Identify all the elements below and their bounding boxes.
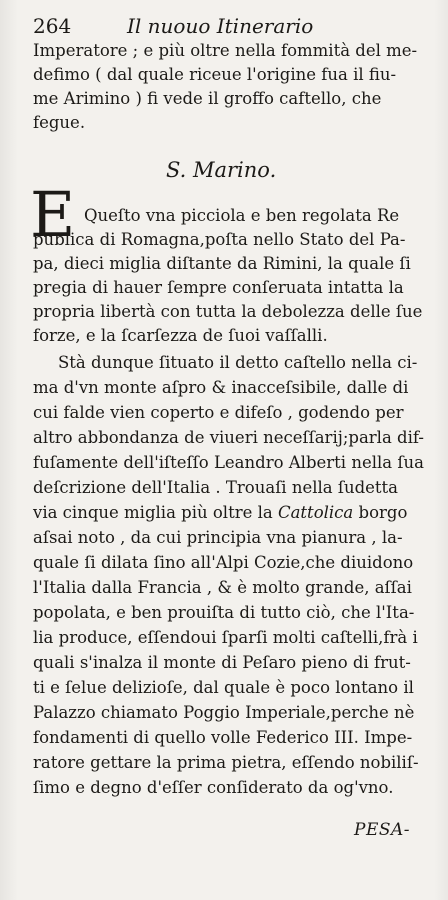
place-name-cattolica: Cattolica xyxy=(277,503,354,522)
text-line: pregia di hauer ſempre conſeruata intatta la xyxy=(33,278,404,297)
text-line: Stà dunque ſituato il detto caſtello nella ci- xyxy=(58,353,418,372)
drop-cap: E xyxy=(30,178,76,251)
text-line: pa, dieci miglia diſtante da Rimini, la quale ſi xyxy=(33,254,411,273)
text-line: altro abbondanza de viueri neceſſarij;parla dif- xyxy=(33,428,424,447)
text-line: me Arimino ) fi vede il groffo caftello, che xyxy=(33,89,382,108)
text-line-with-italic: via cinque miglia più oltre la Cattolica borgo xyxy=(33,503,408,522)
text-line: defimo ( dal quale riceue l'origine fua il fiu- xyxy=(33,65,397,84)
text-line: propria libertà con tutta la debolezza delle ſue xyxy=(33,302,423,321)
text-line: fuſamente dell'iſteſſo Leandro Alberti nella ſua xyxy=(33,453,424,472)
catchword: PESA- xyxy=(354,820,411,840)
text-line: quali s'inalza il monte di Peſaro pieno di frut- xyxy=(33,653,411,672)
page-number: 264 xyxy=(33,14,72,38)
text-line: popolata, e ben prouiſta di tutto ciò, che l'Ita- xyxy=(33,603,415,622)
text-line: ma d'vn monte aſpro & inacceſsibile, dalle di xyxy=(33,378,409,397)
running-title: Il nuouo Itinerario xyxy=(127,14,314,38)
text-line: quale ſi dilata ſino all'Alpi Cozie,che diuidono xyxy=(33,553,414,572)
page-header xyxy=(33,12,428,40)
text-line: forze, e la ſcarſezza de ſuoi vaſſalli. xyxy=(33,326,328,345)
text-line: ſimo e degno d'eſſer conſiderato da og'vno. xyxy=(33,778,394,797)
text-line: ti e ſelue delizioſe, dal quale è poco lontano il xyxy=(33,678,414,697)
text-line: Queſto vna picciola e ben regolata Re xyxy=(84,206,400,225)
text-line: Palazzo chiamato Poggio Imperiale,perche nè xyxy=(33,703,415,722)
section-title: S. Marino. xyxy=(166,158,277,182)
text-line: aſsai noto , da cui principia vna pianura , la- xyxy=(33,528,403,547)
text-line: fegue. xyxy=(33,113,86,132)
text-line: lia produce, eſſendoui ſparſi molti caſtelli,frà i xyxy=(33,628,418,647)
text-line: publica di Romagna,poſta nello Stato del Pa- xyxy=(33,230,406,249)
text-line: fondamenti di quello volle Federico III. Impe- xyxy=(33,728,413,747)
text-line: deſcrizione dell'Italia . Trouaſi nella ſudetta xyxy=(33,478,399,497)
text-line: l'Italia dalla Francia , & è molto grande, aſſai xyxy=(33,578,412,597)
text-line: cui falde vien coperto e difeſo , godendo per xyxy=(33,403,404,422)
text-line: ratore gettare la prima pietra, eſſendo nobiliſ- xyxy=(33,753,419,772)
text-line: Imperatore ; e più oltre nella fommità del me- xyxy=(33,41,418,60)
